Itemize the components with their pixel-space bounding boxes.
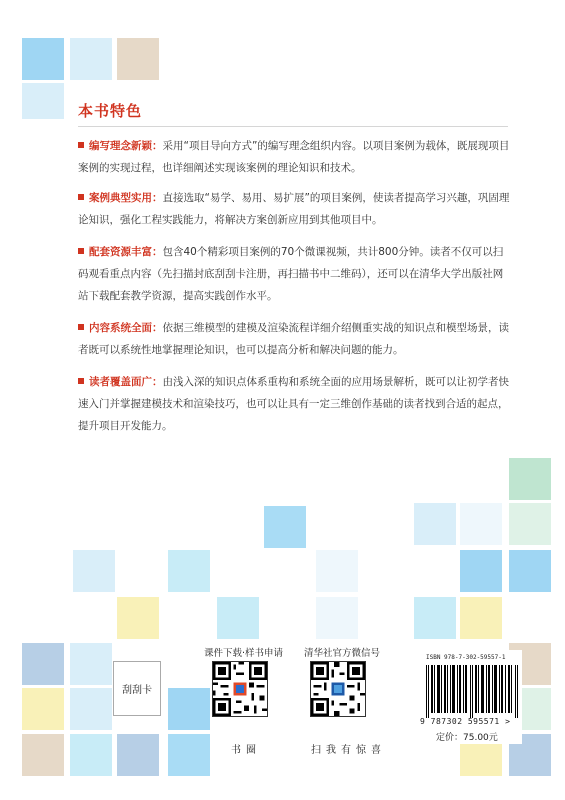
feature-title: 编写理念新颖： bbox=[89, 140, 163, 152]
deco-square bbox=[70, 38, 112, 80]
qr-code-icon bbox=[212, 661, 268, 717]
price-label: 定价：75.00元 bbox=[436, 733, 498, 743]
deco-square bbox=[22, 688, 64, 730]
deco-square bbox=[414, 597, 456, 639]
deco-square bbox=[460, 503, 502, 545]
deco-square bbox=[70, 688, 112, 730]
heading-divider bbox=[78, 126, 508, 127]
qr-left-label: 课件下载·样书申请 bbox=[204, 648, 284, 659]
feature-text: 直接选取“易学、易用、易扩展”的项目案例，使读者提高学习兴趣，巩固理论知识，强化工程实践能力，将解决方案创新应用到其他项目中。 bbox=[78, 192, 510, 226]
deco-square bbox=[460, 597, 502, 639]
feature-item bbox=[78, 187, 510, 231]
feature-text: 包含40个精彩项目案例的70个微课视频，共计800分钟。读者不仅可以扫码观看重点内容（先扫描封底刮刮卡注册，再扫描书中二维码），还可以在清华大学出版社网站下载配套教学资源，提高实践创作水平。 bbox=[78, 246, 504, 302]
feature-title: 案例典型实用： bbox=[89, 192, 163, 204]
qr-right-label: 清华社官方微信号 bbox=[304, 648, 381, 659]
scratch-card: 刮刮卡 bbox=[113, 661, 161, 716]
deco-square bbox=[22, 643, 64, 685]
qr-code-icon bbox=[310, 661, 366, 717]
deco-square bbox=[509, 458, 551, 500]
section-heading: 本书特色 bbox=[78, 102, 143, 120]
deco-square bbox=[168, 688, 210, 730]
deco-square bbox=[117, 38, 159, 80]
feature-item bbox=[78, 371, 510, 437]
deco-square bbox=[117, 734, 159, 776]
feature-item bbox=[78, 317, 510, 361]
deco-square bbox=[22, 83, 64, 119]
feature-title: 配套资源丰富： bbox=[89, 246, 163, 258]
bullet-square-icon bbox=[78, 248, 84, 254]
deco-square bbox=[70, 643, 112, 685]
deco-square bbox=[264, 506, 306, 548]
barcode-digits: 9 787302 595571 > bbox=[420, 717, 511, 726]
deco-square bbox=[217, 597, 259, 639]
qr-left-sub: 书圈 bbox=[231, 745, 261, 756]
feature-item bbox=[78, 135, 510, 179]
feature-text: 依据三维模型的建模及渲染流程详细介绍侧重实战的知识点和模型场景，读者既可以系统性地掌握理论知识，也可以提高分析和解决问题的能力。 bbox=[78, 322, 509, 356]
deco-square bbox=[70, 734, 112, 776]
deco-square bbox=[414, 503, 456, 545]
bullet-square-icon bbox=[78, 194, 84, 200]
deco-square bbox=[316, 597, 358, 639]
feature-title: 内容系统全面： bbox=[89, 322, 163, 334]
qr-right-sub: 扫我有惊喜 bbox=[311, 745, 386, 756]
bullet-square-icon bbox=[78, 378, 84, 384]
deco-square bbox=[316, 550, 358, 592]
feature-item bbox=[78, 241, 510, 307]
deco-square bbox=[117, 597, 159, 639]
feature-text: 采用“项目导向方式”的编写理念组织内容。以项目案例为载体，既展现项目案例的实现过程，也详细阐述实现该案例的理论知识和技术。 bbox=[78, 140, 510, 174]
isbn-number: ISBN 978-7-302-59557-1 bbox=[426, 654, 506, 661]
deco-square bbox=[73, 550, 115, 592]
deco-square bbox=[22, 38, 64, 80]
bullet-square-icon bbox=[78, 142, 84, 148]
feature-text: 由浅入深的知识点体系重构和系统全面的应用场景解析，既可以让初学者快速入门并掌握建模技术和渲染技巧，也可以让具有一定三维创作基础的读者找到合适的起点，提升项目开发能力。 bbox=[78, 376, 509, 432]
deco-square bbox=[168, 734, 210, 776]
barcode-block bbox=[414, 650, 522, 744]
deco-square bbox=[509, 550, 551, 592]
bullet-square-icon bbox=[78, 324, 84, 330]
barcode-icon bbox=[426, 665, 518, 718]
feature-title: 读者覆盖面广： bbox=[89, 376, 163, 388]
deco-square bbox=[168, 550, 210, 592]
deco-square bbox=[22, 734, 64, 776]
deco-square bbox=[460, 550, 502, 592]
deco-square bbox=[509, 503, 551, 545]
